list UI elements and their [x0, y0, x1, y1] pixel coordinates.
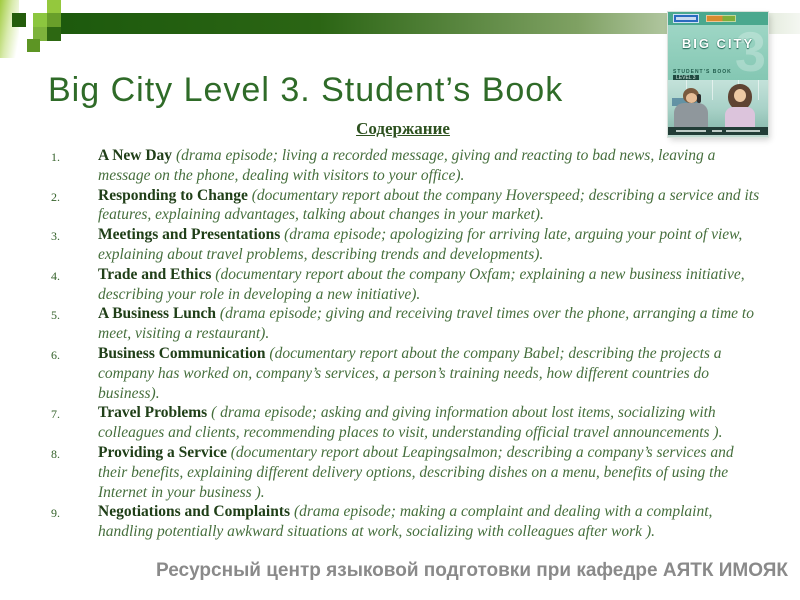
toc-item-number: 9. [51, 506, 60, 521]
window-line-icon [712, 80, 713, 100]
window-line-icon [758, 80, 759, 100]
toc-item [48, 443, 763, 502]
toc-item [48, 344, 763, 403]
toc-item-title: Trade and Ethics [98, 265, 212, 283]
toc-item-desc: (documentary report about Leapingsalmon; describing a company’s services and their benefits, explaining different delivery options, describing dishes on a menu, benefits of using the Internet in your business ). [98, 443, 734, 501]
publisher-logo-orange-icon [706, 15, 736, 22]
deco-square-medium [47, 13, 61, 27]
toc-item [48, 304, 763, 344]
deco-square-bright-top [47, 0, 61, 14]
toc-item-title: A New Day [98, 147, 173, 164]
phone-icon [697, 94, 701, 103]
toc-item-number: 5. [51, 308, 60, 323]
cover-top-strip [668, 12, 768, 25]
toc-item [48, 265, 763, 305]
cover-level-badge: LEVEL 3 [673, 75, 699, 80]
toc-item [48, 225, 763, 265]
toc-item-number: 3. [51, 229, 60, 244]
toc-item-desc: (drama episode; living a recorded message, giving and reacting to bad news, leaving a message on the phone, dealing with visitors to your office). [98, 147, 716, 184]
toc-item-number: 7. [51, 407, 60, 422]
deco-square-bright [33, 13, 47, 27]
toc-item-title: Responding to Change [98, 186, 248, 204]
toc-item-desc: (drama episode; making a complaint and dealing with a complaint, handling potentially awkward situations at work, socializing with colleagues after work ). [98, 503, 713, 541]
toc-item-desc: (drama episode; apologizing for arriving late, arguing your point of view, explaining about travel problems, describing trends and developments). [98, 226, 743, 263]
toc-item [48, 403, 763, 443]
toc-item-title: Negotiations and Complaints [98, 503, 291, 521]
toc-item-desc: ( drama episode; asking and giving information about lost items, socializing with colleagues and clients, recommending places to visit, understanding official travel announcements ). [98, 404, 723, 442]
publisher-logo-blue-icon [673, 14, 699, 23]
left-gradient-strip [0, 0, 19, 58]
woman-figure-face [734, 89, 746, 102]
toc-item-title: Business Communication [98, 344, 266, 362]
contents-heading: Содержание [356, 119, 450, 138]
toc-item-number: 1. [51, 150, 60, 164]
toc-list [48, 146, 763, 542]
toc-item-number: 2. [51, 189, 60, 204]
toc-item-desc: (documentary report about the company Babel; describing the projects a company has worked on, company’s services, a person’s training needs, how different countries do business). [98, 344, 722, 402]
toc-item-desc: (documentary report about the company Hoverspeed; describing a service and its features, explaining advantages, talking about changes in your market). [98, 186, 760, 224]
toc-item [48, 502, 763, 542]
toc-item-title: Travel Problems [98, 404, 208, 422]
toc-item [48, 186, 763, 226]
deco-square-dark [12, 13, 26, 27]
toc-item-desc: (documentary report about the company Oxfam; explaining a new business initiative, describing your role in developing a new initiative). [98, 265, 745, 303]
toc-item-number: 6. [51, 347, 60, 362]
slide-title: Big City Level 3. Student’s Book [48, 71, 564, 109]
deco-square-dark-lower [47, 27, 61, 41]
footer-text: Ресурсный центр языковой подготовки при кафедре АЯТК ИМОЯК [156, 560, 788, 581]
toc-item-title: Meetings and Presentations [98, 226, 281, 244]
cover-title-area [668, 25, 768, 80]
man-figure-face [686, 93, 697, 103]
cover-subtitle: STUDENT’S BOOK [673, 69, 732, 75]
toc-item-number: 8. [51, 446, 60, 461]
toc-item-number: 4. [51, 268, 60, 283]
cover-title: BIG CITY [681, 36, 755, 51]
cover-watermark-number: 3 [734, 25, 766, 80]
toc-item-title: Providing a Service [98, 443, 227, 461]
toc-item-desc: (drama episode; giving and receiving travel times over the phone, arranging a time to meet, visiting a restaurant). [98, 305, 754, 343]
toc-item [48, 146, 763, 186]
toc-item-title: A Business Lunch [98, 305, 217, 323]
deco-square-bottom [27, 39, 40, 52]
